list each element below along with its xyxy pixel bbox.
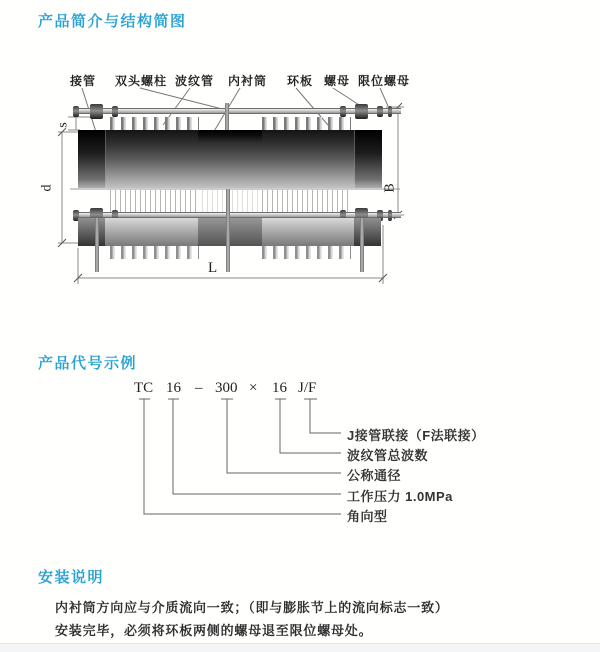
part-label-luomu: 螺母 xyxy=(324,74,351,88)
lower-liner-band xyxy=(198,218,262,246)
code-part-conn: J/F xyxy=(298,380,317,396)
nut xyxy=(340,106,346,117)
dim-label-B: B xyxy=(382,183,398,193)
nut xyxy=(73,106,79,117)
bellows-lines-right xyxy=(262,190,351,212)
inner-liner-band xyxy=(198,130,262,142)
install-line-1: 内衬筒方向应与介质流向一致；（即与膨胀节上的流向标志一致） xyxy=(55,600,449,615)
bellows-fins-upper-right xyxy=(262,117,351,131)
code-part-waves: 16 xyxy=(272,380,287,396)
dim-label-L: L xyxy=(208,260,218,276)
lower-right-end-pipe xyxy=(354,218,381,246)
left-end-pipe xyxy=(78,130,106,188)
right-end-pipe xyxy=(354,130,382,188)
part-label-jieguan: 接管 xyxy=(70,74,97,88)
page-bottom-edge xyxy=(0,643,600,652)
code-part-dash: – xyxy=(195,380,203,396)
hanging-stud-center xyxy=(226,189,230,272)
callout-type: 角向型 xyxy=(347,509,388,524)
code-part-pressure: 16 xyxy=(166,380,181,396)
part-label-shuangtou: 双头螺柱 xyxy=(115,74,168,88)
lower-left-end-pipe xyxy=(78,218,105,246)
structure-diagram xyxy=(40,62,472,318)
ring-plate-stud-top xyxy=(225,103,229,131)
nut xyxy=(90,104,103,119)
code-part-type: TC xyxy=(134,380,154,396)
bellows-fins-lower-left xyxy=(110,246,199,259)
hanging-stud xyxy=(360,218,364,272)
dim-label-s: s xyxy=(55,122,71,128)
section-title-intro: 产品简介与结构简图 xyxy=(38,13,187,30)
limit-nut xyxy=(388,210,392,221)
hanging-stud xyxy=(95,218,99,272)
part-label-xianwei: 限位螺母 xyxy=(358,74,411,88)
upper-tie-rod xyxy=(75,108,401,114)
nut xyxy=(355,104,368,119)
bellows-lines-left xyxy=(110,190,199,212)
nut xyxy=(112,106,118,117)
callout-wave-count: 波纹管总波数 xyxy=(347,448,429,463)
part-label-huanban: 环板 xyxy=(287,74,314,88)
callout-pressure: 工作压力 1.0MPa xyxy=(347,489,453,504)
code-part-dn: 300 xyxy=(215,380,238,396)
bellows-lines-center xyxy=(202,190,260,212)
bellows-fins-lower-right xyxy=(262,246,351,259)
section-title-code-example: 产品代号示例 xyxy=(38,355,138,372)
install-line-2: 安装完毕，必须将环板两侧的螺母退至限位螺母处。 xyxy=(55,623,373,638)
nut xyxy=(377,106,383,117)
section-title-install: 安装说明 xyxy=(38,569,105,586)
part-label-neichentong: 内衬筒 xyxy=(228,74,268,88)
code-part-times: × xyxy=(249,380,258,396)
limit-nut xyxy=(388,106,392,117)
callout-dn: 公称通径 xyxy=(347,468,402,483)
dim-label-d: d xyxy=(39,184,55,192)
callout-connection: J接管联接（F法联接） xyxy=(347,428,485,443)
bellows-fins-upper-left xyxy=(110,117,199,131)
part-label-bowenguan: 波纹管 xyxy=(175,74,215,88)
